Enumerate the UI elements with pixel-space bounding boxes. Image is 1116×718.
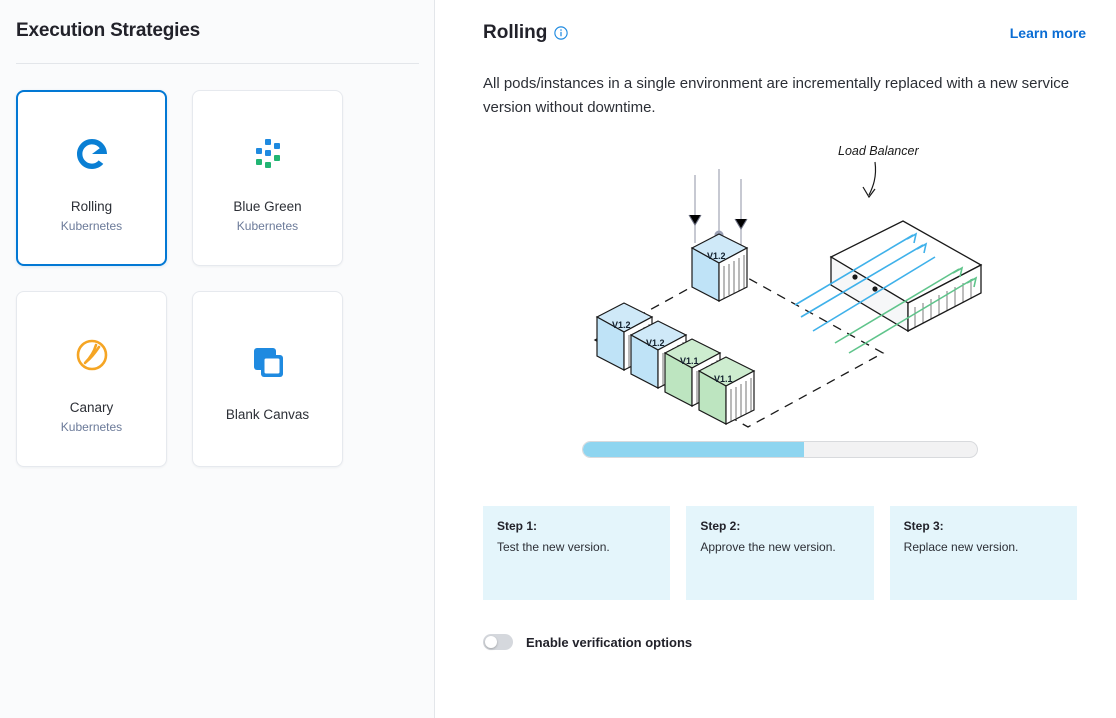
step-card-3 xyxy=(890,506,1077,600)
main-panel xyxy=(435,0,1116,718)
strategy-card-label: Blank Canvas xyxy=(225,407,310,422)
step-text: Approve the new version. xyxy=(700,540,836,554)
progress-fill xyxy=(583,442,804,457)
strategy-card-grid xyxy=(16,90,419,467)
strategy-card-label: Rolling xyxy=(70,199,113,214)
main-header xyxy=(483,22,1086,44)
step-text: Test the new version. xyxy=(497,540,610,554)
step-title: Step 1: xyxy=(497,519,538,533)
strategy-diagram xyxy=(483,135,1083,435)
verification-toggle-label: Enable verification options xyxy=(526,634,693,650)
step-title: Step 2: xyxy=(700,519,741,533)
sidebar xyxy=(0,0,435,718)
strategy-title: Rolling xyxy=(483,22,548,43)
info-icon[interactable] xyxy=(554,26,568,40)
strategy-card-label: Canary xyxy=(69,400,114,415)
learn-more-link[interactable]: Learn more xyxy=(1009,25,1086,41)
blue-green-icon xyxy=(251,123,285,185)
step-card-2 xyxy=(686,506,873,600)
progress-track[interactable] xyxy=(582,441,978,458)
strategy-description: All pods/instances in a single environment are incrementally replaced with a new service version without downtime. xyxy=(483,75,1070,116)
step-text: Replace new version. xyxy=(903,540,1019,554)
svg-text:Load Balancer: Load Balancer xyxy=(838,144,919,158)
svg-text:V1.1: V1.1 xyxy=(714,374,733,384)
toggle-knob xyxy=(485,636,497,648)
step-card-1 xyxy=(483,506,670,600)
rolling-icon xyxy=(74,123,110,185)
strategy-card-sub: Kubernetes xyxy=(60,420,123,434)
sidebar-divider xyxy=(16,63,419,64)
svg-text:V1.1: V1.1 xyxy=(680,356,699,366)
strategy-card-sub: Kubernetes xyxy=(60,219,123,233)
strategy-card-label: Blue Green xyxy=(233,199,302,214)
strategy-card-blank-canvas[interactable] xyxy=(192,291,343,467)
page-title: Execution Strategies xyxy=(16,20,200,41)
svg-text:V1.2: V1.2 xyxy=(646,338,665,348)
strategy-card-rolling[interactable] xyxy=(16,90,167,266)
svg-text:V1.2: V1.2 xyxy=(707,251,726,261)
svg-text:V1.2: V1.2 xyxy=(612,320,631,330)
blank-canvas-icon xyxy=(250,331,286,393)
steps-row xyxy=(483,506,1077,600)
strategy-card-canary[interactable] xyxy=(16,291,167,467)
strategy-card-blue-green[interactable] xyxy=(192,90,343,266)
strategy-card-sub: Kubernetes xyxy=(236,219,299,233)
verification-options-row xyxy=(483,634,1086,650)
step-title: Step 3: xyxy=(903,519,944,533)
rollout-progress xyxy=(483,441,1077,458)
canary-icon xyxy=(74,324,110,386)
verification-toggle[interactable] xyxy=(483,634,513,650)
